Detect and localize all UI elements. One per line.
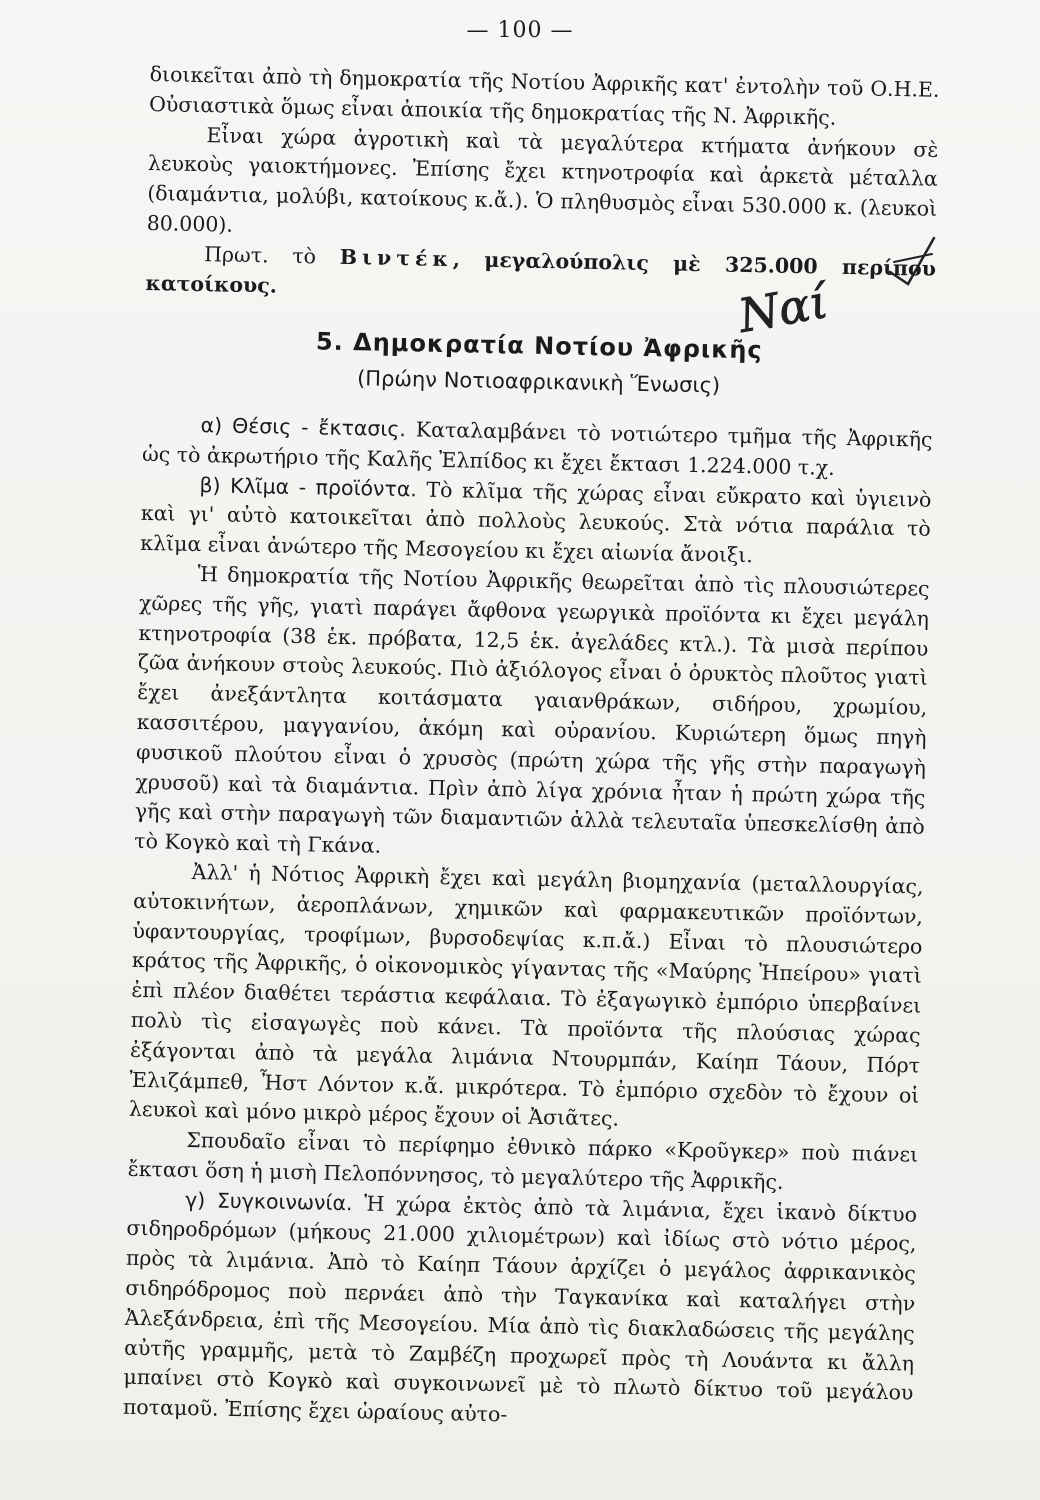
- pen-check-mark-icon: [880, 232, 940, 292]
- paragraph-park: Σπουδαῖο εἶναι τὸ περίφημο ἐθνικὸ πάρκο «Κροῦγκερ» ποὺ πιάνει ἔκτασι ὅση ἡ μισὴ Πελοπόννησος, τὸ μεγαλύτερο τῆς Ἀφρικῆς.: [127, 1128, 919, 1194]
- capital-suffix: , μεγαλούπολις μὲ 325.000 περίπου κατοίκους.: [145, 246, 937, 298]
- transport-text: Ἡ χώρα ἐκτὸς ἀπὸ τὰ λιμάνια, ἔχει ἱκανὸ δίκτυο σιδηροδρόμων (μήκους 21.000 χιλιομέτρων) καὶ ἰδίως στὸ νότιο μέρος, πρὸς τὰ λιμάνια. Ἀπὸ τὸ Καίηπ Τάουν ἀρχίζει ὁ μεγάλος ἀφρικανικὸς σιδηρόδρομος ποὺ περνάει ἀπὸ τὴν Ταγκανίκα καὶ καταλήγει στὴν Ἀλεξάνδρεια, ἐπὶ τῆς Μεσογείου. Μία ἀπὸ τὶς διακλαδώσεις τῆς μεγάλης αὐτῆς γραμμῆς, μετὰ τὸ Ζαμβέζη προχωρεῖ πρὸς τὴ Λουάντα κι ἄλλη μπαίνει στὸ Κογκὸ καὶ συγκοινωνεῖ μὲ τὸ πλωτὸ δίκτυο τοῦ μεγάλου ποταμοῦ. Ἐπίσης ἔχει ὡραίους αὐτο-: [122, 1191, 918, 1427]
- subsection-label-position: α) Θέσις - ἔκτασις.: [200, 413, 407, 442]
- subsection-label-transport: γ) Συγκοινωνία.: [184, 1187, 353, 1215]
- paragraph-industry: Ἀλλ' ἡ Νότιος Ἀφρικὴ ἔχει καὶ μεγάλη βιομηχανία (μεταλλουργίας, αὐτοκινήτων, ἀεροπλάνων, χημικῶν καὶ φαρμακευτικῶν προϊόντων, ὑφαντουργίας, τροφίμων, βυρσοδεψίας κ.π.ἄ.) Εἶναι τὸ πλουσιώτερο κράτος τῆς Ἀφρικῆς, ὁ οἰκονομικὸς γίγαντας τῆς «Μαύρης Ἠπείρου» γιατὶ ἐπὶ πλέον διαθέτει τεράστια κεφάλαια. Τὸ ἐξαγωγικὸ ἐμπόριο ὑπερβαίνει πολὺ τὶς εἰσαγωγὲς ποὺ κάνει. Τὰ προϊόντα τῆς πλούσιας χώρας ἐξάγονται ἀπὸ τὰ μεγάλα λιμάνια Ντουρμπάν, Καίηπ Τάουν, Πόρτ Ἐλιζάμπεθ, Ἦστ Λόντον κ.ἄ. μικρότερα. Τὸ ἐμπόριο σχεδὸν τὸ ἔχουν οἱ λευκοὶ καὶ μόνο μικρὸ μέρος ἔχουν οἱ Ἀσιᾶτες.: [128, 859, 924, 1131]
- paragraph-continuation: διοικεῖται ἀπὸ τὴ δημοκρατία τῆς Νοτίου Ἀφρικῆς κατ' ἐντολὴν τοῦ Ο.Η.Ε. Οὐσιαστικὰ ὅμως εἶναι ἀποικία τῆς δημοκρατίας τῆς Ν. Ἀφρικῆς.: [148, 61, 940, 130]
- paragraph-transport: [123, 1184, 918, 1438]
- position-text: Καταλαμβάνει τὸ νοτιώτερο τμῆμα τῆς Ἀφρικῆς ὡς τὸ ἀκρωτήριο τῆς Καλῆς Ἐλπίδος κι ἔχει ἔκτασι 1.224.000 τ.χ.: [141, 417, 933, 480]
- climate-text: Τὸ κλῖμα τῆς χώρας εἶναι εὔκρατο καὶ ὑγιεινὸ καὶ γι' αὐτὸ κατοικεῖται ἀπὸ πολλοὺς λευκούς. Στὰ νότια παράλια τὸ κλῖμα εἶναι ἀνώτερο τῆς Μεσογείου κι ἔχει αἰωνία ἄνοιξι.: [140, 477, 932, 568]
- handwritten-note: Ναί: [734, 274, 832, 343]
- handwritten-annotation: [732, 265, 862, 345]
- section-subheading: (Πρώην Νοτιοαφρικανικὴ Ἕνωσις): [356, 366, 721, 398]
- paragraph-climate: [140, 469, 932, 574]
- paragraph-wealth: Ἡ δημοκρατία τῆς Νοτίου Ἀφρικῆς θεωρεῖται ἀπὸ τὶς πλουσιώτερες χῶρες τῆς γῆς, γιατὶ παράγει ἄφθονα γεωργικὰ προϊόντα κι ἔχει μεγάλη κτηνοτροφία (38 ἑκ. πρόβατα, 12,5 ἑκ. ἀγελάδες κτλ.). Τὰ μισὰ περίπου ζῶα ἀνήκουν στοὺς λευκούς. Πιὸ ἀξιόλογος εἶναι ὁ ὀρυκτὸς πλοῦτος γιατὶ ἔχει ἀνεξάντλητα κοιτάσματα γαιανθράκων, σιδήρου, χρωμίου, κασσιτέρου, μαγγανίου, ἀκόμη καὶ οὐρανίου. Κυριώτερη ὅμως πηγὴ φυσικοῦ πλούτου εἶναι ὁ χρυσὸς (πρώτη χώρα τῆς γῆς στὴν παραγωγὴ χρυσοῦ) καὶ τὰ διαμάντια. Πρὶν ἀπὸ λίγα χρόνια ἦταν ἡ πρώτη χώρα τῆς γῆς καὶ στὴν παραγωγὴ τῶν διαμαντιῶν ἀλλὰ τελευταῖα ὑπεσκελίσθη ἀπὸ τὸ Κογκὸ καὶ τὴ Γκάνα.: [134, 562, 930, 858]
- page-number: — 100 —: [466, 18, 574, 43]
- section-heading: 5. Δημοκρατία Νοτίου Ἀφρικῆς: [315, 327, 763, 365]
- capital-city-name: Βιντέκ: [339, 244, 454, 271]
- subsection-label-climate: β) Κλῖμα - προϊόντα.: [199, 472, 418, 502]
- paragraph-agriculture: Εἶναι χώρα ἀγροτικὴ καὶ τὰ μεγαλύτερα κτήματα ἀνήκουν σὲ λευκοὺς γαιοκτήμονες. Ἐπίσης ἔχει κτηνοτροφία καὶ ἀρκετὰ μέταλλα (διαμάντια, μολύβι, κατοίκους κ.ἄ.). Ὁ πληθυσμὸς εἶναι 530.000 κ. (λευκοὶ 80.000).: [146, 122, 939, 237]
- capital-prefix: Πρωτ. τὸ: [203, 241, 317, 269]
